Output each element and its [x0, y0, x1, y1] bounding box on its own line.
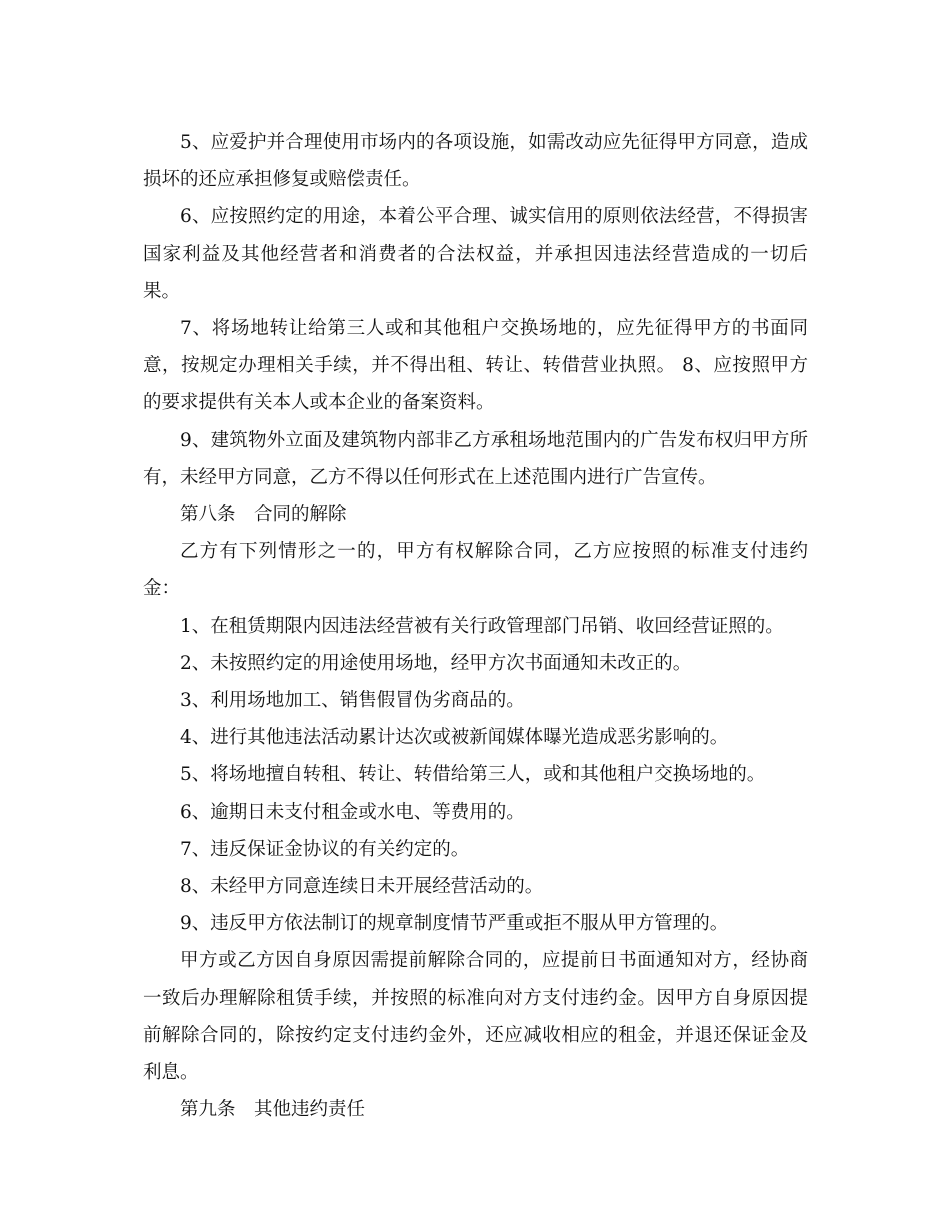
- termination-item-1: 1、在租赁期限内因违法经营被有关行政管理部门吊销、收回经营证照的。: [180, 615, 784, 637]
- document-body: [143, 124, 808, 1128]
- article-9-heading: 第九条 其他违约责任: [180, 1099, 366, 1121]
- termination-item-3: 3、利用场地加工、销售假冒伪劣商品的。: [180, 690, 525, 712]
- termination-item-9: 9、违反甲方依法制订的规章制度情节严重或拒不服从甲方管理的。: [180, 913, 729, 935]
- clause-item-6-lawful-operation: 6、应按照约定的用途，本着公平合理、诚实信用的原则依法经营，不得损害国家利益及其他经营者和消费者的合法权益，并承担因违法经营造成的一切后果。: [143, 206, 808, 302]
- article-8-heading: 第八条 合同的解除: [180, 504, 347, 526]
- clause-item-5-facilities: 5、应爱护并合理使用市场内的各项设施，如需改动应先征得甲方同意，造成损坏的还应承担修复或赔偿责任。: [143, 132, 808, 191]
- clause-item-7-8-transfer-and-filing: 7、将场地转让给第三人或和其他租户交换场地的，应先征得甲方的书面同意，按规定办理相关手续，并不得出租、转让、转借营业执照。 8、应按照甲方的要求提供有关本人或本企业的备案资料。: [143, 318, 808, 414]
- termination-item-5: 5、将场地擅自转租、转让、转借给第三人，或和其他租户交换场地的。: [180, 764, 766, 786]
- clause-item-9-advertising: 9、建筑物外立面及建筑物内部非乙方承租场地范围内的广告发布权归甲方所有，未经甲方同意，乙方不得以任何形式在上述范围内进行广告宣传。: [143, 429, 808, 488]
- termination-intro: 乙方有下列情形之一的，甲方有权解除合同，乙方应按照的标准支付违约金：: [143, 541, 808, 600]
- termination-item-7: 7、违反保证金协议的有关约定的。: [180, 838, 470, 860]
- termination-item-8: 8、未经甲方同意连续日未开展经营活动的。: [180, 876, 544, 898]
- termination-item-6: 6、逾期日未支付租金或水电、等费用的。: [180, 801, 525, 823]
- termination-item-2: 2、未按照约定的用途使用场地，经甲方次书面通知未改正的。: [180, 652, 692, 674]
- early-termination-paragraph: 甲方或乙方因自身原因需提前解除合同的，应提前日书面通知对方，经协商一致后办理解除租赁手续，并按照的标准向对方支付违约金。因甲方自身原因提前解除合同的，除按约定支付违约金外，还应减收相应的租金，并退还保证金及利息。: [143, 950, 808, 1084]
- termination-item-4: 4、进行其他违法活动累计达次或被新闻媒体曝光造成恶劣影响的。: [180, 727, 729, 749]
